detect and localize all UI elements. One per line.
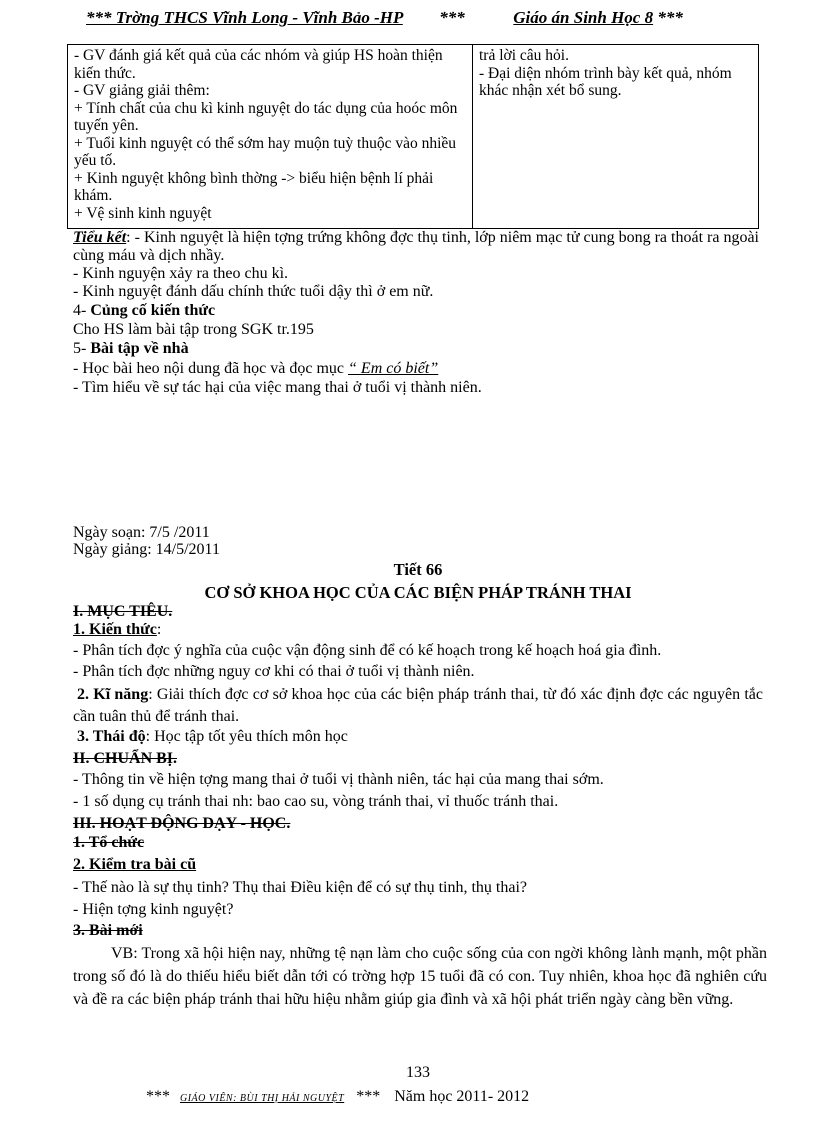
table-right-line: - Đại diện nhóm trình bày kết quả, nhóm khác nhận xét bổ sung. — [479, 64, 732, 99]
skills-paragraph — [73, 684, 763, 728]
summary-line: - Kinh nguyện xảy ra theo chu kì. — [73, 265, 289, 282]
homework-line: - Tìm hiểu về sự tác hại của việc mang thai ở tuổi vị thành niên. — [73, 379, 482, 396]
table-left-line: + Tuổi kinh nguyệt có thể sớm hay muộn tuỳ thuộc vào nhiều yếu tố. — [74, 134, 457, 169]
page-footer — [146, 1088, 766, 1106]
consolidate-text: Cho HS làm bài tập trong SGK tr.195 — [73, 321, 314, 338]
summary-block — [73, 229, 763, 301]
knowledge-line: - Phân tích đợc ý nghĩa của cuộc vận động sinh để có kế hoạch trong kế hoạch hoá gia đình. — [73, 642, 662, 659]
footer-teacher: GIÁO VIÊN: BÙI THỊ HẢI NGUYỆT — [180, 1093, 345, 1104]
header-end-stars: *** — [657, 8, 683, 27]
footer-stars: *** — [146, 1088, 170, 1105]
objectives-heading: I. MỤC TIÊU. — [73, 603, 173, 620]
table-left-line: - GV giảng giải thêm: — [74, 82, 210, 99]
summary-line: - Kinh nguyệt đánh dấu chính thức tuổi dậy thì ở em nữ. — [73, 283, 434, 300]
teacher-activity-cell — [68, 45, 473, 229]
knowledge-label: 1. Kiến thức — [73, 621, 157, 638]
homework-line-text: - Học bài heo nội dung đã học và đọc mục — [73, 360, 349, 377]
summary-paragraph — [73, 229, 763, 265]
table-right-line: trả lời câu hỏi. — [479, 47, 569, 64]
summary-label: Tiểu kết — [73, 229, 127, 246]
table-left-line: + Tính chất của chu kì kinh nguyệt do tác dụng của hoóc môn tuyến yên. — [74, 99, 458, 134]
prep-heading: II. CHUẨN BỊ. — [73, 750, 178, 767]
footer-year: Năm học 2011- 2012 — [394, 1088, 530, 1105]
prep-line: - 1 số dụng cụ tránh thai nh: bao cao su, vòng tránh thai, vỉ thuốc tránh thai. — [73, 793, 559, 810]
header-stars: *** — [439, 8, 465, 27]
date-taught: Ngày giảng: 14/5/2011 — [73, 541, 220, 558]
org-heading: 1. Tổ chức — [73, 834, 145, 851]
skills-label: 2. Kĩ năng — [77, 686, 149, 703]
consolidate-title: Củng cố kiến thức — [90, 302, 216, 319]
activities-heading: III. HOẠT ĐỘNG DẠY - HỌC. — [73, 815, 291, 832]
homework-heading — [73, 340, 189, 358]
attitude-text: : Học tập tốt yêu thích môn học — [145, 728, 348, 745]
intro-paragraph: VB: Trong xã hội hiện nay, những tệ nạn làm cho cuộc sống của con ngời không lành mạnh, một phần trong số đó là do thiếu hiểu biết dẫn tới có trờng hợp 15 tuổi đã có con. Tuy nhiên, khoa học đã nghiên cứu và đề ra các biện pháp tránh thai hữu hiệu nhằm giúp gia đình và xã hội phát triển ngày càng bền vững. — [73, 945, 767, 1008]
attitude-label: 3. Thái độ — [77, 728, 146, 745]
lesson-number: Tiết 66 — [393, 560, 443, 579]
page-number: 133 — [406, 1064, 430, 1081]
date-prepared: Ngày soạn: 7/5 /2011 — [73, 524, 210, 541]
knowledge-heading — [73, 621, 161, 639]
homework-em-title: “ Em có biết” — [348, 360, 439, 377]
homework-line — [73, 360, 438, 378]
review-line: - Hiện tợng kinh nguyệt? — [73, 901, 234, 918]
attitude-line — [77, 728, 348, 746]
footer-stars: *** — [356, 1088, 381, 1105]
summary-text: : - Kinh nguyệt là hiện tợng trứng không đợc thụ tinh, lớp niêm mạc tử cung bong ra thoát ra ngoài cùng máu và dịch nhầy. — [73, 229, 759, 264]
lesson-title: CƠ SỞ KHOA HỌC CỦA CÁC BIỆN PHÁP TRÁNH THAI — [204, 583, 632, 602]
consolidate-heading — [73, 302, 215, 320]
table-left-line: + Kinh nguyệt không bình thờng -> biểu hiện bệnh lí phải khám. — [74, 169, 434, 204]
activity-table — [67, 44, 759, 229]
skills-text: : Giải thích đợc cơ sở khoa học của các biện pháp tránh thai, từ đó xác định đợc các nguyên tắc cần tuân thủ để tránh thai. — [73, 686, 764, 725]
table-left-line: + Vệ sinh kinh nguyệt — [74, 204, 212, 222]
knowledge-colon: : — [156, 621, 162, 638]
header-subject: Giáo án Sinh Học 8 — [513, 8, 654, 27]
header-school: *** Trờng THCS Vĩnh Long - Vĩnh Bảo -HP — [86, 8, 403, 27]
homework-title: Bài tập về nhà — [90, 340, 189, 357]
new-lesson-heading: 3. Bài mới — [73, 922, 143, 939]
student-activity-cell — [473, 45, 759, 229]
table-left-line: - GV đánh giá kết quả của các nhóm và giúp HS hoàn thiện kiến thức. — [74, 47, 443, 82]
homework-number: 5- — [73, 340, 91, 357]
consolidate-number: 4- — [73, 302, 91, 319]
review-line: - Thế nào là sự thụ tinh? Thụ thai Điều kiện để có sự thụ tinh, thụ thai? — [73, 879, 527, 896]
review-heading: 2. Kiểm tra bài cũ — [73, 856, 197, 873]
page-header — [86, 8, 736, 28]
knowledge-line: - Phân tích đợc những nguy cơ khi có thai ở tuổi vị thành niên. — [73, 663, 475, 680]
prep-line: - Thông tin về hiện tợng mang thai ở tuổi vị thành niên, tác hại của mang thai sớm. — [73, 771, 604, 788]
